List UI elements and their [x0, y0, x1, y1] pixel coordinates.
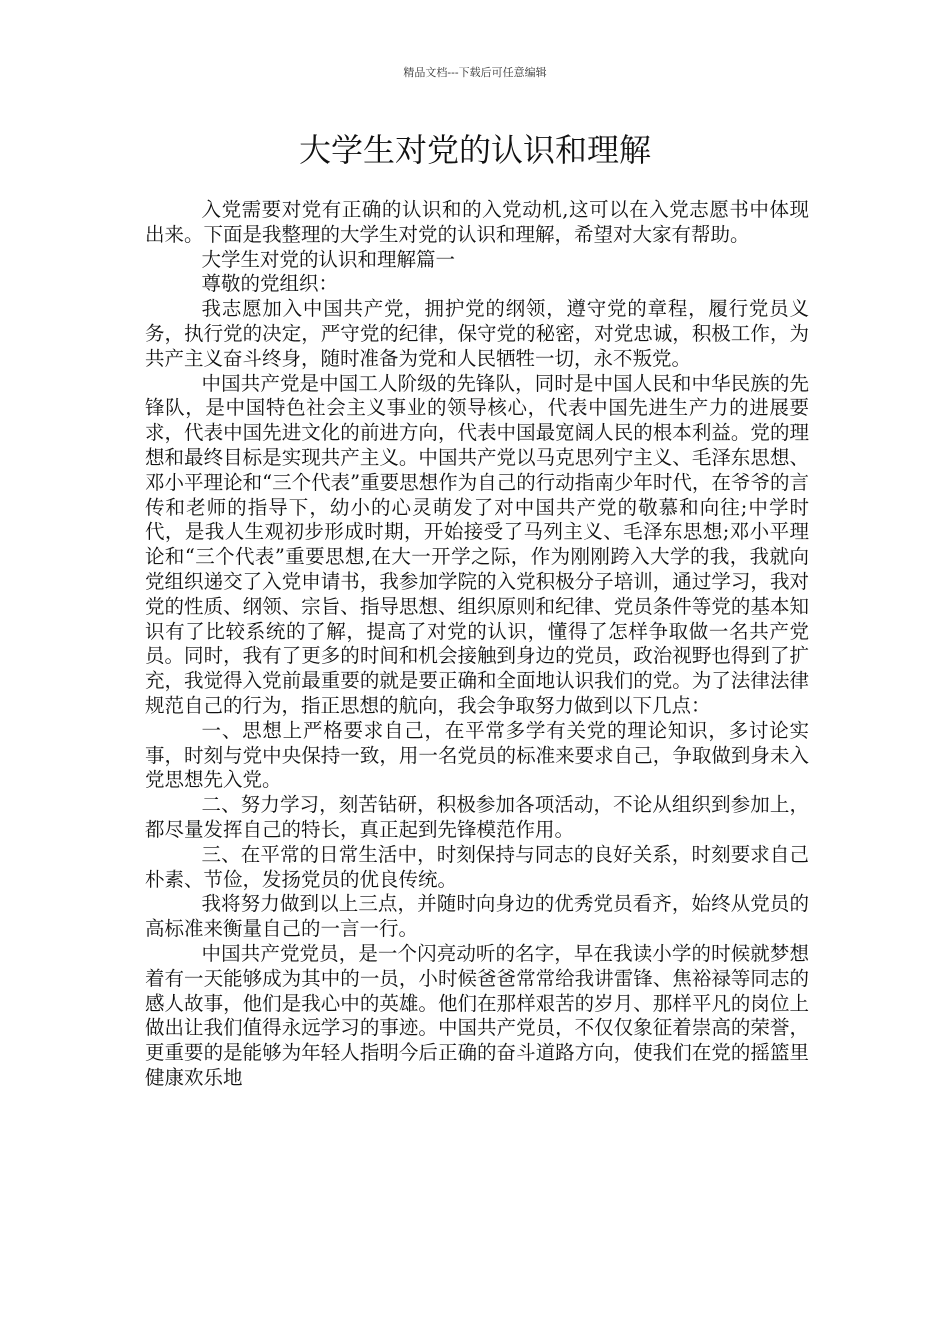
paragraph-point-three: 三、在平常的日常生活中，时刻保持与同志的良好关系，时刻要求自己朴素、节俭，发扬党员的优良传统。 [145, 842, 809, 891]
section-heading: 大学生对党的认识和理解篇一 [201, 247, 456, 271]
document-body [145, 198, 809, 1091]
paragraph-aspiration: 中国共产党党员，是一个闪亮动听的名字，早在我读小学的时候就梦想着有一天能够成为其中的一员，小时候爸爸常常给我讲雷锋、焦裕禄等同志的感人故事，他们是我心中的英雄。他们在那样艰苦的岁月、那样平凡的岗位上做出让我们值得永远学习的事迹。中国共产党员，不仅仅象征着崇高的荣誉，更重要的是能够为年轻人指明今后正确的奋斗道路方向，使我们在党的摇篮里健康欢乐地 [145, 941, 809, 1089]
document-title: 大学生对党的认识和理解 [298, 131, 651, 169]
paragraph-point-two: 二、努力学习，刻苦钻研，积极参加各项活动，不论从组织到参加上，都尽量发挥自己的特长，真正起到先锋模范作用。 [145, 793, 809, 841]
paragraph-party-understanding: 中国共产党是中国工人阶级的先锋队，同时是中国人民和中华民族的先锋队，是中国特色社会主义事业的领导核心，代表中国先进生产力的进展要求，代表中国先进文化的前进方向，代表中国最宽阔人民的根本利益。党的理想和最终目标是实现共产主义。中国共产党以马克思列宁主义、毛泽东思想、邓小平理论和“三个代表”重要思想作为自己的行动指南少年时代，在爷爷的言传和老师的指导下，幼小的心灵萌发了对中国共产党的敬慕和向往;中学时代，是我人生观初步形成时期，开始接受了马列主义、毛泽东思想;邓小平理论和“三个代表”重要思想,在大一开学之际，作为刚刚跨入大学的我，我就向党组织递交了入党申请书，我参加学院的入党积极分子培训，通过学习，我对党的性质、纲领、宗旨、指导思想、组织原则和纪律、党员条件等党的基本知识有了比较系统的了解，提高了对党的认识，懂得了怎样争取做一名共产党员。同时，我有了更多的时间和机会接触到身边的党员，政治视野也得到了扩充，我觉得入党前最重要的就是要正确和全面地认识我们的党。为了法律法律规范自己的行为，指正思想的航向，我会争取努力做到以下几点： [145, 371, 809, 717]
salutation: 尊敬的党组织： [201, 272, 339, 296]
paragraph-intro: 入党需要对党有正确的认识和的入党动机,这可以在入党志愿书中体现出来。下面是我整理的大学生对党的认识和理解，希望对大家有帮助。 [145, 198, 809, 246]
header-note: 精品文档---下载后可任意编辑 [403, 66, 547, 79]
paragraph-commitment: 我将努力做到以上三点，并随时向身边的优秀党员看齐，始终从党员的高标准来衡量自己的一言一行。 [145, 892, 809, 941]
paragraph-pledge: 我志愿加入中国共产党，拥护党的纲领，遵守党的章程，履行党员义务，执行党的决定，严守党的纪律，保守党的秘密，对党忠诚，积极工作，为共产主义奋斗终身，随时准备为党和人民牺牲一切，永不叛党。 [145, 297, 809, 370]
paragraph-point-one: 一、思想上严格要求自己，在平常多学有关党的理论知识，多讨论实事，时刻与党中央保持一致，用一名党员的标准来要求自己，争取做到身未入党思想先入党。 [145, 718, 809, 792]
